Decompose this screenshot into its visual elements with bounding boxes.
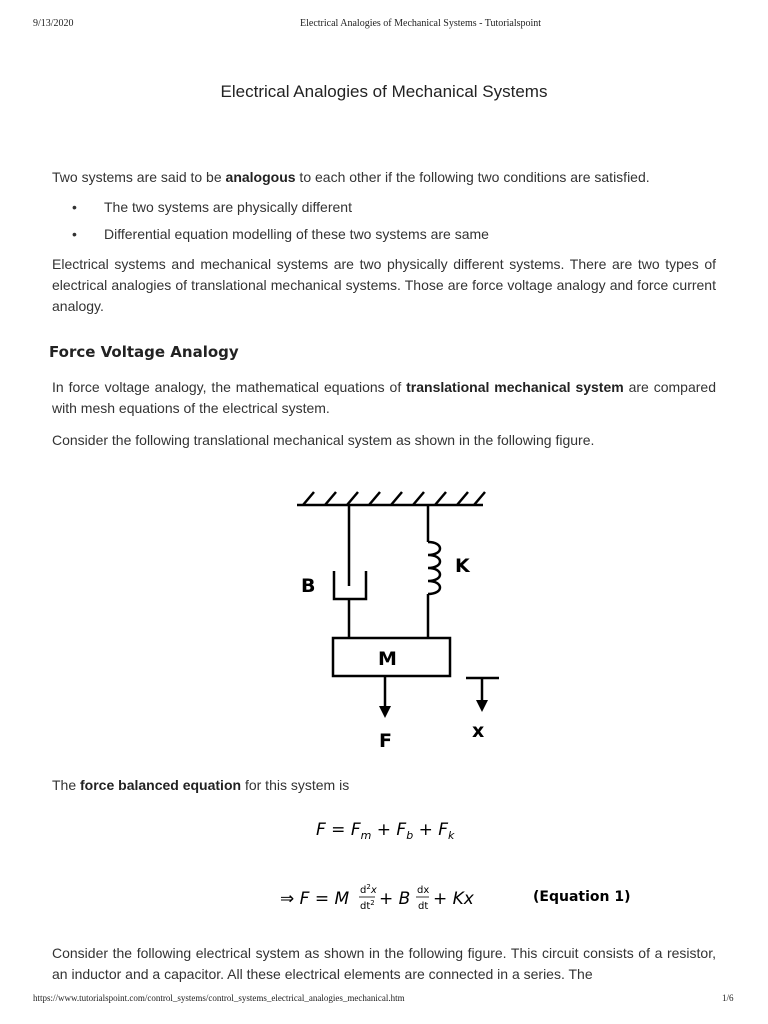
list-item: • The two systems are physically different: [72, 199, 352, 215]
section-heading: Force Voltage Analogy: [49, 343, 239, 361]
page-number: 1/6: [722, 993, 734, 1003]
force-balance-equation: [300, 812, 480, 846]
electrical-system-paragraph: Consider the following electrical system as shown in the following figure. This circuit consists of a resistor, an inductor and a capacitor. All these electrical elements are connected in a series. The: [52, 945, 716, 982]
svg-text:dt2: $dt^2$: [360, 899, 375, 912]
keyword-translational: translational mechanical system: [406, 379, 624, 395]
svg-text:d2x: $d^2x$: [360, 883, 377, 896]
damper-label: B: [301, 575, 316, 597]
mass-label: M: [378, 648, 397, 670]
print-url: https://www.tutorialspoint.com/control_systems/control_systems_electrical_analogies_mechanical.htm: [33, 993, 405, 1003]
page-title: Electrical Analogies of Mechanical Systems: [220, 82, 548, 101]
figure-intro-paragraph: Consider the following translational mechanical system as shown in the following figure.: [52, 432, 595, 448]
print-date: 9/13/2020: [33, 18, 74, 29]
list-item: • Differential equation modelling of these two systems are same: [72, 226, 489, 242]
damper: [334, 505, 366, 638]
force-label: F: [379, 730, 392, 752]
equation-1: [280, 878, 490, 918]
svg-text:F = Fm + Fb + Fk: $F = F_m + F_b + F_k$: [316, 820, 455, 842]
print-page-title: Electrical Analogies of Mechanical Systems - Tutorialspoint: [300, 18, 542, 29]
keyword-force-balanced: force balanced equation: [80, 777, 242, 793]
bullet-icon: •: [72, 199, 77, 215]
force-balance-paragraph: The force balanced equation for this system is: [52, 777, 350, 793]
force-voltage-paragraph: In force voltage analogy, the mathematical equations of translational mechanical system are compared with mesh equations of the electrical system.: [52, 379, 716, 416]
spring: [428, 505, 440, 638]
svg-text:+ B: + B: [379, 889, 411, 909]
ground-hatching: [303, 492, 485, 505]
spring-label: K: [455, 555, 470, 577]
svg-text:dt: dt: [418, 901, 429, 912]
analogy-types-paragraph: Electrical systems and mechanical systems are two physically different systems. There are two types of electrical analogies of translational mechanical systems. Those are force voltage analogy and force current analogy.: [52, 256, 716, 314]
equation-tag: (Equation 1): [533, 889, 631, 905]
keyword-analogous: analogous: [225, 169, 296, 185]
svg-text:⇒ F = M: ⇒ F = M: [280, 889, 350, 909]
displacement-label: x: [472, 720, 485, 742]
svg-text:dx: dx: [417, 885, 430, 896]
svg-text:+ Kx: + Kx: [433, 889, 474, 909]
bullet-icon: •: [72, 226, 77, 242]
intro-paragraph: Two systems are said to be analogous to each other if the following two conditions are satisfied.: [52, 169, 650, 185]
